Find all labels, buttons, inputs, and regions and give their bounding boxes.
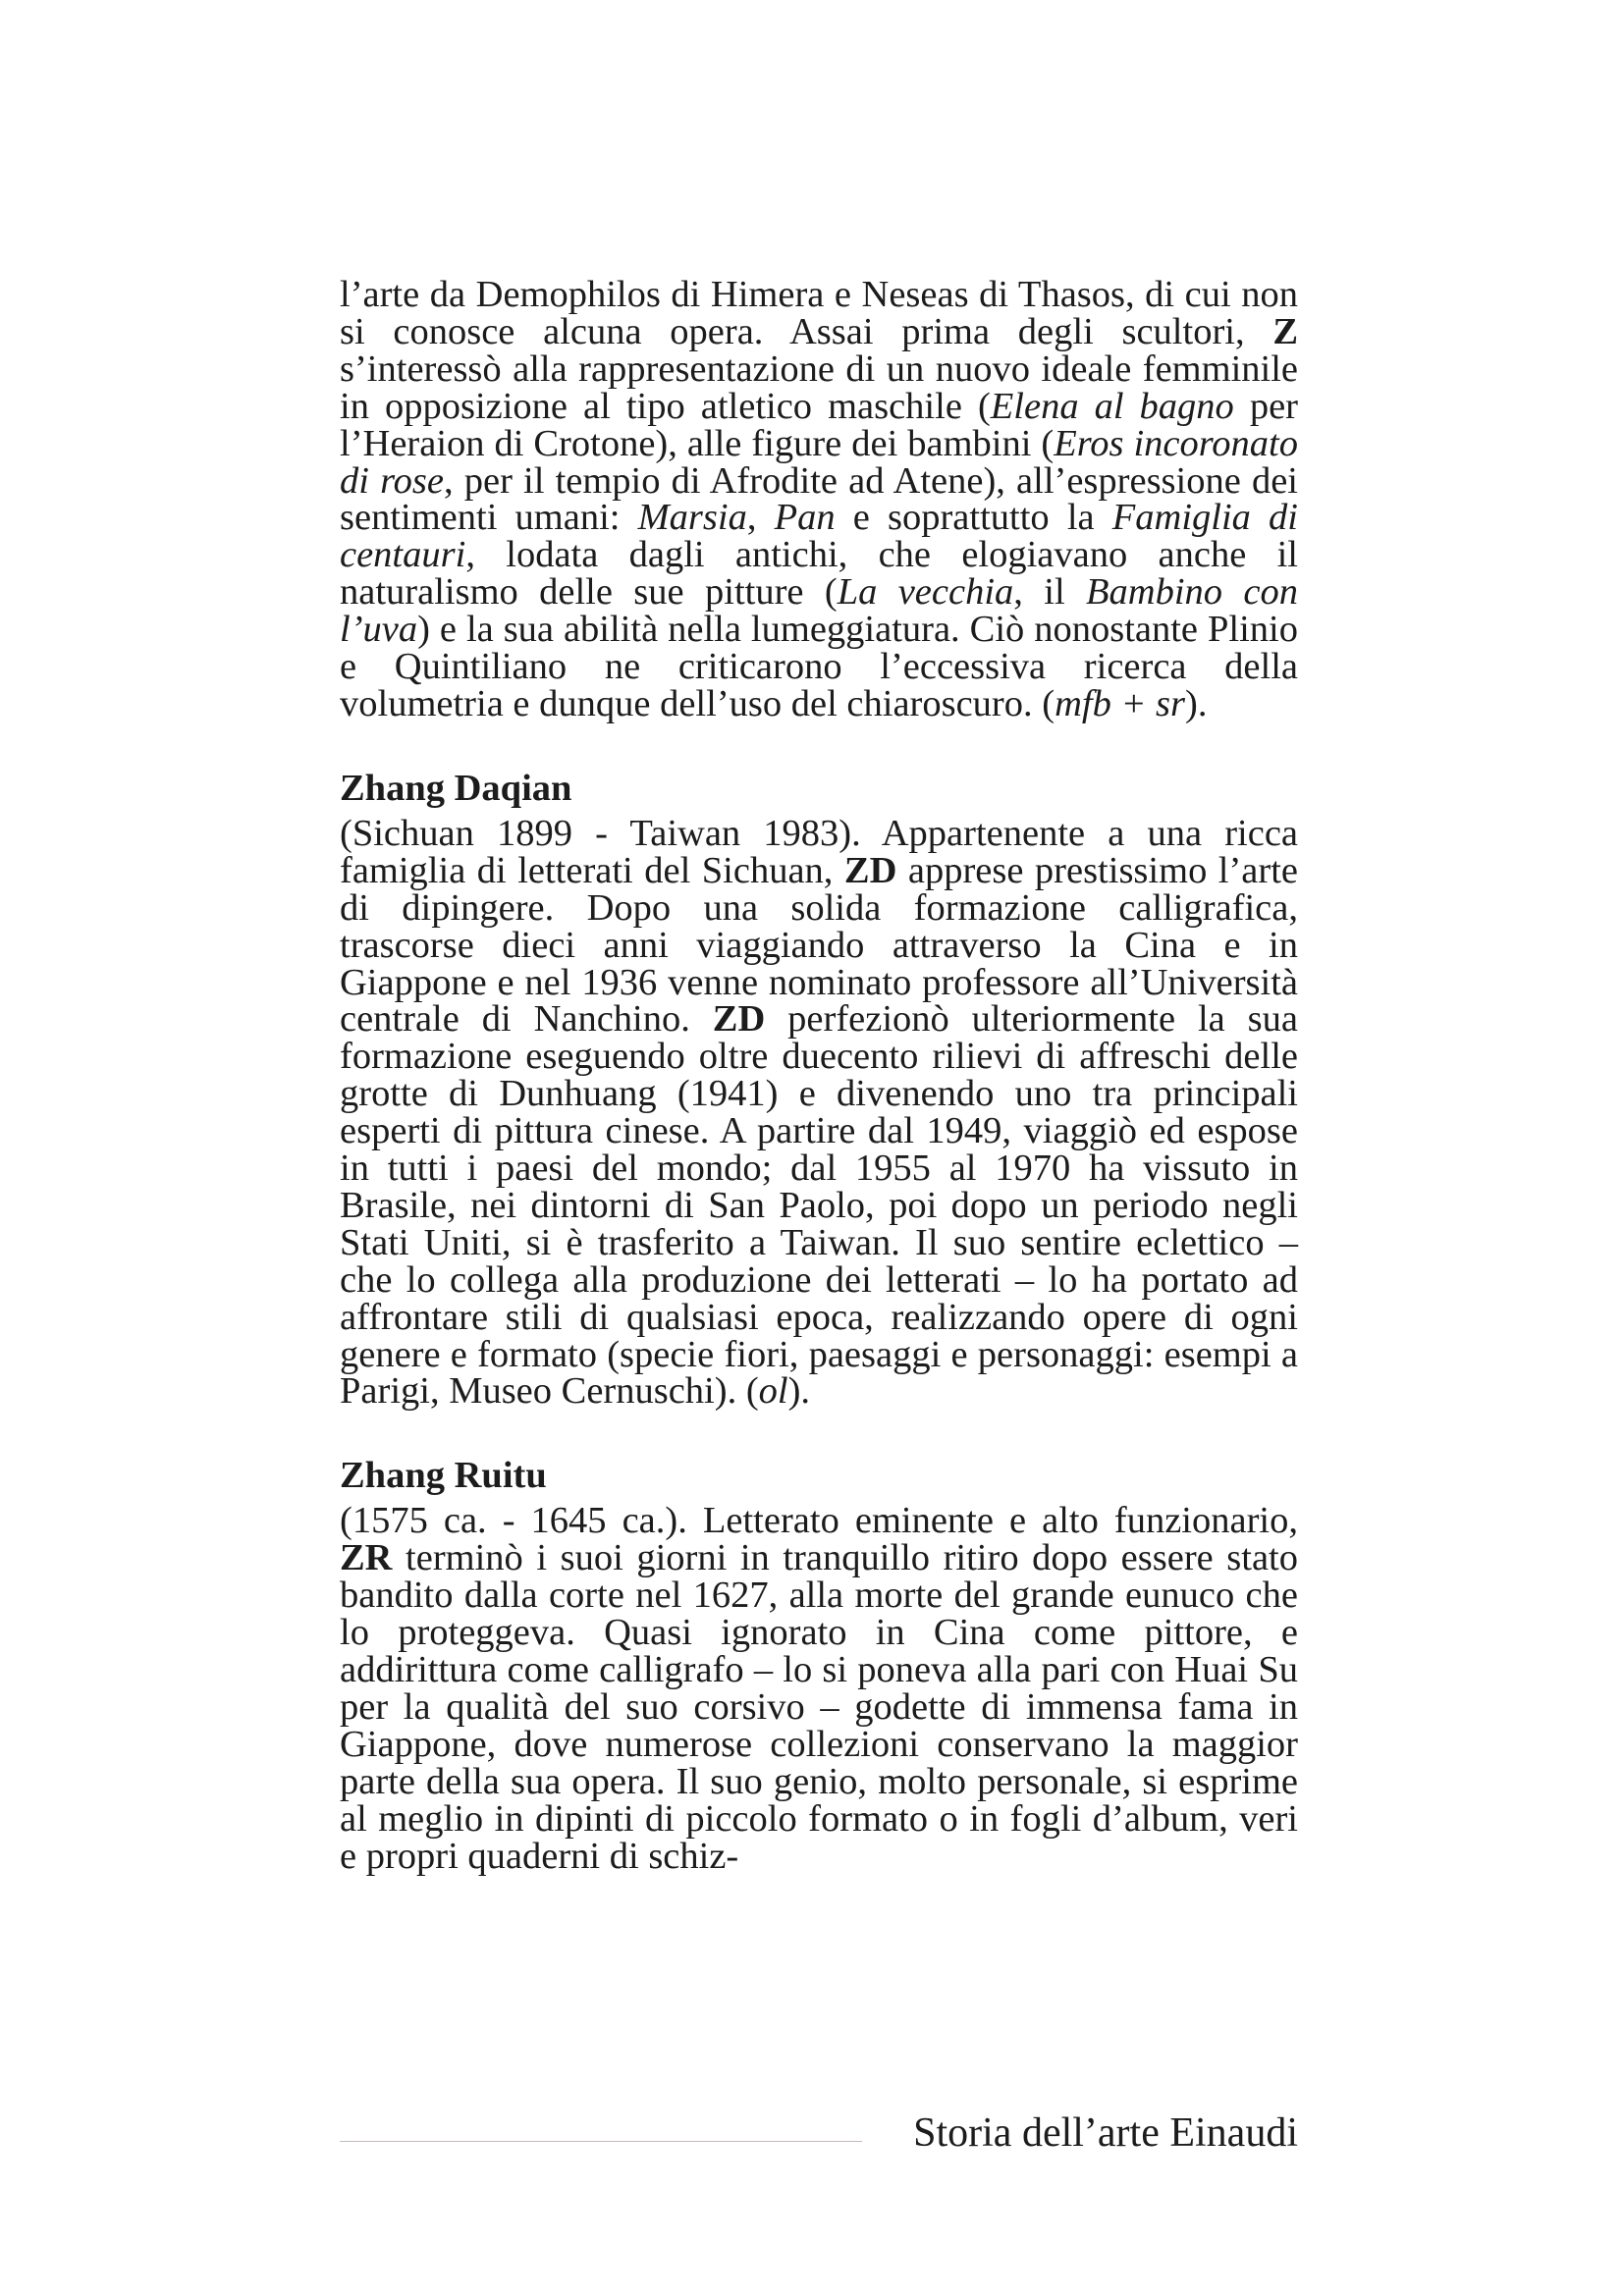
text-run: l’arte da Demophilos di Himera e Neseas di Thasos, di cui non si conosce alcuna opera. Assai prima degli scultori, xyxy=(340,274,1298,352)
page-footer xyxy=(340,2109,1298,2158)
page-body xyxy=(340,274,1299,1877)
text-run: s’interessò alla rappresentazione di un nuovo ideale femminile in opposizione al tipo atletico maschile ( xyxy=(340,347,1298,427)
italic-text: Marsia xyxy=(637,497,747,539)
italic-text: Famiglia di centauri xyxy=(340,497,1298,576)
italic-text: Eros incoronato di rose xyxy=(340,422,1298,502)
entry-body-zhang-daqian xyxy=(340,812,1299,1413)
bold-abbreviation: Z xyxy=(1272,310,1298,352)
intro-paragraph xyxy=(340,274,1298,724)
footer-rule xyxy=(340,2141,862,2142)
italic-text: La vecchia xyxy=(837,571,1014,614)
italic-text: Bambino con l’uva xyxy=(340,571,1298,651)
text-run: , lodata dagli antichi, che elogiavano anche il naturalismo delle sue pitture ( xyxy=(340,534,1298,614)
bold-abbreviation: ZR xyxy=(340,1537,393,1579)
italic-text: ol xyxy=(758,1370,788,1413)
text-run: , il xyxy=(1013,571,1087,614)
text-run: (Sichuan 1899 - Taiwan 1983). Appartenente a una ricca famiglia di letterati del Sichuan, xyxy=(340,812,1298,891)
text-run: e soprattutto la xyxy=(835,497,1112,539)
text-run: apprese prestissimo l’arte di dipingere. Dopo una solida formazione calligrafica, trascorse dieci anni viaggiando attraverso la Cina e in Giappone e nel 1936 venne nominato professore all’Università centrale di Nanchino. xyxy=(340,849,1299,1041)
entry-body-zhang-ruitu xyxy=(340,1500,1298,1877)
text-run: terminò i suoi giorni in tranquillo ritiro dopo essere stato bandito dalla corte nel 1627, alla morte del grande eunuco che lo proteggeva. Quasi ignorato in Cina come pittore, e addirittura come calligrafo – lo si poneva alla pari con Huai Su per la qualità del suo corsivo – godette di immensa fama in Giappone, dove numerose collezioni conservano la maggior parte della sua opera. Il suo genio, molto personale, si esprime al meglio in dipinti di piccolo formato o in fogli d’album, veri e propri quaderni di schiz- xyxy=(340,1537,1298,1877)
text-run: , xyxy=(746,497,775,539)
bold-abbreviation: ZD xyxy=(712,998,766,1041)
italic-text: Pan xyxy=(774,497,836,539)
text-run: (1575 ca. - 1645 ca.). Letterato eminente e alto funzionario, xyxy=(340,1500,1298,1542)
text-run: ). xyxy=(1185,682,1208,724)
entry-title-zhang-daqian: Zhang Daqian xyxy=(340,767,572,809)
italic-text: mfb + sr xyxy=(1055,682,1186,724)
italic-text: Elena al bagno xyxy=(990,385,1234,427)
text-run: ) e la sua abilità nella lumeggiatura. Ciò nonostante Plinio e Quintiliano ne criticarono l’eccessiva ricerca della volumetria e dunque dell’uso del chiaroscuro. ( xyxy=(340,609,1298,724)
bold-abbreviation: ZD xyxy=(843,849,897,891)
text-run: perfezionò ulteriormente la sua formazione eseguendo oltre duecento rilievi di affreschi delle grotte di Dunhuang (1941) e divenendo uno tra principali esperti di pittura cinese. A partire dal 1949, viaggiò ed espose in tutti i paesi del mondo; dal 1955 al 1970 ha vissuto in Brasile, nei dintorni di San Paolo, poi dopo un periodo negli Stati Uniti, si è trasferito a Taiwan. Il suo sentire eclettico – che lo collega alla produzione dei letterati – lo ha portato ad affrontare stili di qualsiasi epoca, realizzando opere di ogni genere e formato (specie fiori, paesaggi e personaggi: esempi a Parigi, Museo Cernuschi). ( xyxy=(340,998,1298,1413)
entry-title-zhang-ruitu: Zhang Ruitu xyxy=(340,1455,547,1497)
text-run: per l’Heraion di Crotone), alle figure dei bambini ( xyxy=(340,385,1298,464)
footer-publication-title: Storia dell’arte Einaudi xyxy=(913,2110,1298,2156)
text-run: , per il tempio di Afrodite ad Atene), all’espressione dei sentimenti umani: xyxy=(340,459,1298,539)
text-run: ). xyxy=(787,1370,811,1413)
